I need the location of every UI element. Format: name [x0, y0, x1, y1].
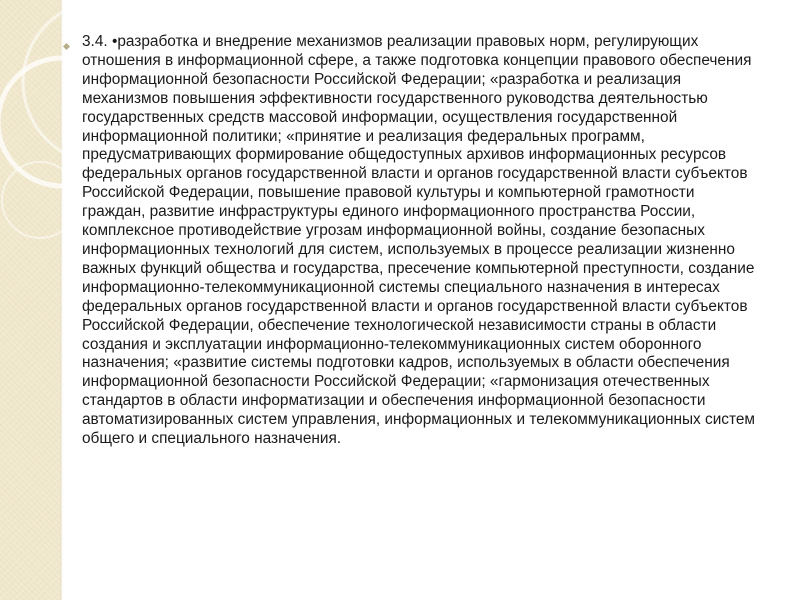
side-panel-border	[60, 0, 63, 600]
slide-body-text: 3.4. •разработка и внедрение механизмов реализации правовых норм, регулирующих отношения в информационной сфере, а также подготовка концепции правового обеспечения информационной безопасности Российской Федерации; «разработка и реализация механизмов повышения эффективности государственного руководства деятельностью государственных средств массовой информации, осуществления государственной информационной политики; «принятие и реализация федеральных программ, предусматривающих формирование общедоступных архивов информационных ресурсов федеральных органов государственной власти и органов государственной власти субъектов Российской Федерации, повышение правовой культуры и компьютерной грамотности граждан, развитие инфраструктуры единого информационного пространства России, комплексное противодействие угрозам информационной войны, создание безопасных информационных технологий для систем, используемых в процессе реализации жизненно важных функций общества и государства, пресечение компьютерной преступности, создание информационно-телекоммуникационной системы специального назначения в интересах федеральных органов государственной власти и органов государственной власти субъектов Российской Федерации, обеспечение технологической независимости страны в области создания и эксплуатации информационно-телекоммуникационных систем оборонного назначения; «развитие системы подготовки кадров, используемых в области обеспечения информационной безопасности Российской Федерации; «гармонизация отечественных стандартов в области информатизации и обеспечения информационной безопасности автоматизированных систем управления, информационных и телекоммуникационных систем общего и специального назначения.	[82, 33, 756, 448]
bullet-icon	[63, 43, 70, 50]
decorative-side-panel	[0, 0, 60, 600]
